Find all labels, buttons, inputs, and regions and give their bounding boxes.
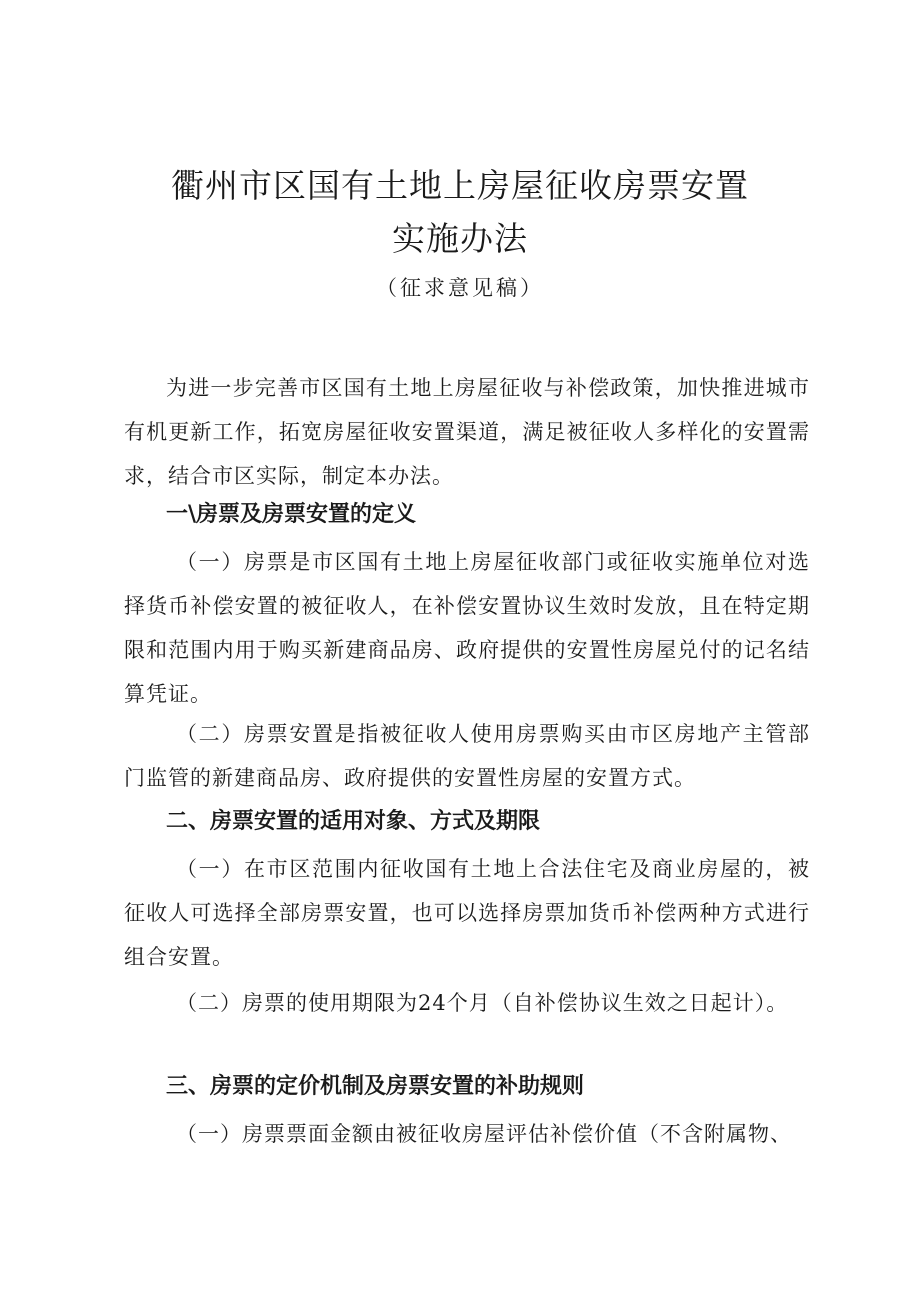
document-title-line-2: 实施办法 (392, 219, 528, 258)
section-3-paragraph-1: （一）房票票面金额由被征收房屋评估补偿价值（不含附属物、 (176, 1122, 792, 1146)
section-1-paragraph-1: （一）房票是市区国有土地上房屋征收部门或征收实施单位对选择货币补偿安置的被征收人，在补偿安置协议生效时发放，且在特定期限和范围内用于购买新建商品房、政府提供的安置性房屋兑付的记名结算凭证。 (124, 550, 810, 706)
section-1-heading: 一\房票及房票安置的定义 (166, 502, 417, 527)
section-2-paragraph-2: （二）房票的使用期限为24个月（自补偿协议生效之日起计）。 (176, 991, 789, 1015)
intro-paragraph: 为进一步完善市区国有土地上房屋征收与补偿政策，加快推进城市有机更新工作，拓宽房屋征收安置渠道，满足被征收人多样化的安置需求，结合市区实际，制定本办法。 (124, 376, 810, 488)
document-subtitle: （征求意见稿） (376, 276, 544, 300)
section-2-paragraph-1: （一）在市区范围内征收国有土地上合法住宅及商业房屋的，被征收人可选择全部房票安置，也可以选择房票加货币补偿两种方式进行组合安置。 (124, 857, 810, 969)
section-2-heading: 二、房票安置的适用对象、方式及期限 (166, 809, 541, 834)
section-1-paragraph-2: （二）房票安置是指被征收人使用房票购买由市区房地产主管部门监管的新建商品房、政府提供的安置性房屋的安置方式。 (124, 722, 810, 790)
document-title-line-1: 衢州市区国有土地上房屋征收房票安置 (171, 166, 749, 205)
section-3-heading: 三、房票的定价机制及房票安置的补助规则 (166, 1074, 585, 1099)
